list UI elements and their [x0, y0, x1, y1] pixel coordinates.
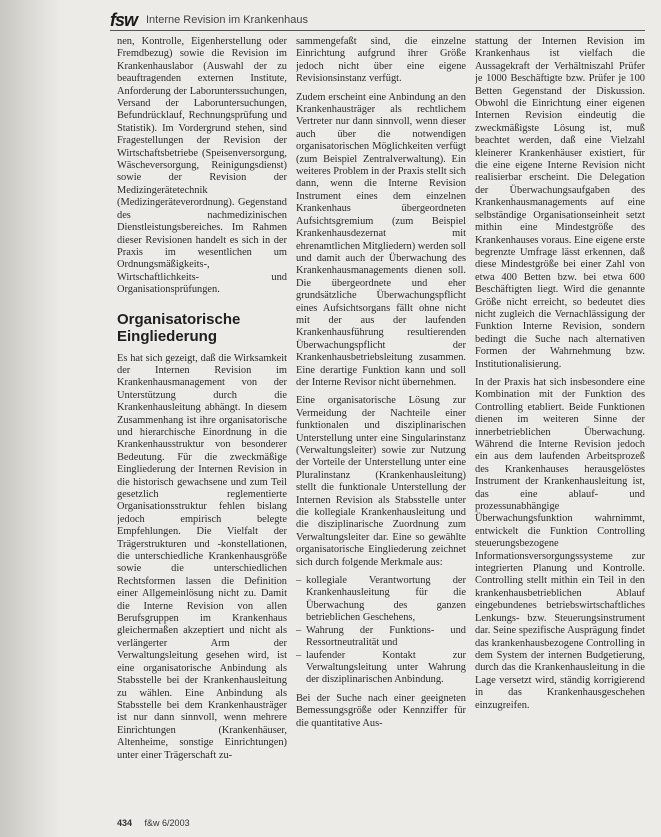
- paragraph: In der Praxis hat sich insbesondere eine Kombination mit der Funktion des Controlling etabliert. Beide Funktionen dienen im weiteren Sinne der innerbetrieblichen Überwachung. Während die Interne Revision jedoch ein aus dem laufenden Arbeitsprozeß des Krankenhauses herausgelöstes Instrument der Krankenhausleitung ist, das eine ablauf- und prozessunabhängige Überwachungsfunktion wahrnimmt, entwickelt die Funktion Controlling steuerungsbezogene Informationsversorgungssysteme zur integrierten Planung und Kontrolle. Controlling stellt mithin ein Teil in den krankenhausbetrieblichen Ablauf eingebundenes betriebswirtschaftliches Lenkungs- bzw. Steuerungsinstrument dar. Seine spezifische Ausprägung findet das krankenhausbezogene Controlling in dem System der internen Budgetierung, durch das die Krankenhausleitung in die Lage versetzt wird, ständig korrigierend in das Krankenhausgeschehen einzugreifen.: [475, 376, 645, 711]
- page-number: 434: [117, 818, 133, 828]
- list-item: – laufender Kontakt zur Verwaltungsleitung unter Wahrung der disziplinarischen Anbindung.: [306, 650, 466, 687]
- header-rule: [110, 30, 645, 31]
- paragraph: Zudem erscheint eine Anbindung an den Krankenhausträger als rechtlichem Vertreter nur dann sinnvoll, wenn dieser auch über die notwendigen organisatorischen Möglichkeiten verfügt (zum Beispiel Zentralverwaltung). Ein weiteres Problem in der Praxis stellt sich dann, wenn die Interne Revision Instrument eines dem einzelnen Krankenhaus übergeordneten Aufsichtsgremium (zum Beispiel Krankenhausdezernat mit ehrenamtlichen Mitgliedern) werden soll und damit auch der Überwachung des Krankenhausmanagements dienen soll. Die übergeordnete und eher grundsätzliche Überwachungspflicht eines Aufsichtsorgans fällt ohne nicht mit der aus der laufenden Krankenhausführung resultierenden Überwachungspflicht der Krankenhausbetriebsleitung zusammen. Eine derartige Funktion kann und soll der Interne Revisor nicht übernehmen.: [296, 91, 466, 388]
- paragraph: Bei der Suche nach einer geeigneten Bemessungsgröße oder Kennziffer für die quantitative Aus-: [296, 692, 466, 729]
- paragraph: Es hat sich gezeigt, daß die Wirksamkeit der Internen Revision im Krankenhausmanagement von der Unterstützung durch die Krankenhausleitung abhängt. In diesem Zusammenhang ist ihre organisatorische und hierarchische Einordnung in die Krankenhausstruktur von besonderer Bedeutung. Für die zweckmäßige Eingliederung der Internen Revision in die historisch gewachsene und zum Teil gesetzlich reglementierte Organisationsstruktur fehlen bislang jedoch empirisch belegte Empfehlungen. Die Vielfalt der Trägerstrukturen und -konstellationen, die unterschiedliche Krankenhausgröße sowie die unterschiedlichen Rechtsformen lassen die Definition einer Allgemeinlösung nicht zu. Damit die Interne Revision von allen Berufsgruppen im Krankenhaus gleichermaßen akzeptiert und nicht als verlängerter Arm der Verwaltungsleitung gesehen wird, ist eine organisatorische Anbindung als Stabsstelle bei der Krankenhausleitung zu wählen. Eine Anbindung als Stabsstelle bei dem Krankenhausträger ist nur dann sinnvoll, wenn mehrere Einrichtungen (Krankenhäuser, Altenheime, sonstige Einrichtungen) unter einer Trägerschaft zu-: [117, 352, 287, 761]
- text-column-3: [475, 36, 645, 736]
- journal-logo: fsw: [110, 10, 138, 30]
- binding-shadow: [0, 0, 60, 837]
- paragraph: nen, Kontrolle, Eigenherstellung oder Fremdbezug) sowie die Revision im Krankenhauslabor (Auswahl der zu beauftragenden externen Institute, Anforderung der Laborunterssuchungen, Versand der Laboruntersuchungen, Befundrücklauf, Rechnungsprüfung und Statistik). Im Vordergrund stehen, sind Fragestellungen der Revision der Wirtschaftsbetriebe (Speisenversorgung, Wäscheversorgung, Reinigungsdienst) sowie der Revision der Medizingerätetechnik (Medizingeräteverordnung). Gegenstand des nachmedizinischen Dienstleistungsbereiches. Im Rahmen dieser Revisionen handelt es sich in der Praxis im wesentlichen um Ordnungsmäßigkeits-, Wirtschaftlichkeits- und Organisationsprüfungen.: [117, 36, 287, 296]
- paragraph: sammengefaßt sind, die einzelne Einrichtung aufgrund ihrer Größe jedoch nicht über eine eigene Revisionsinstanz verfügt.: [296, 36, 466, 85]
- page-header: [110, 10, 650, 32]
- list-item: – Wahrung der Funktions- und Ressortneutralität und: [306, 625, 466, 650]
- paragraph: stattung der Internen Revision im Krankenhaus ist vielfach die Aussagekraft der Verhältniszahl Prüfer je 1000 Beschäftigte bzw. Prüfer je 100 Betten Gegenstand der Diskussion. Obwohl die Einrichtung einer eigenen Internen Revision eindeutig die zweckmäßigste Lösung ist, muß beachtet werden, daß eine Vielzahl kleinerer Krankenhäuser existiert, für die eine eigene Interne Revision nicht realisierbar erscheint. Die Delegation der Überwachungsaufgaben des Krankenhausmanagements auf eine selbständige Organisationseinheit setzt mithin eine Mindestgröße des Krankenhauses voraus. Eine eigene erste begrenzte Umfrage lässt erkennen, daß diese Mindestgröße bei einer Zahl von etwa 400 Betten bzw. bei etwa 600 Beschäftigten liegt. Wird die genannte Größe nicht erreicht, so bedeutet dies nicht zugleich die Vernachlässigung der Funktion Interne Revision, sondern bedingt die Suche nach alternativen Formen der Wahrnehmung bzw. Institutionalisierung.: [475, 36, 645, 370]
- text-column-1: [117, 36, 287, 806]
- page-footer: [117, 818, 190, 828]
- running-title: Interne Revision im Krankenhaus: [146, 14, 309, 26]
- text-column-2: [296, 36, 466, 836]
- feature-list: [296, 575, 466, 687]
- paragraph: Eine organisatorische Lösung zur Vermeidung der Nachteile einer funktionalen und disziplinarischen Unterstellung unter eine Singularinstanz (Verwaltungsleiter) sowie zur Nutzung der Vorteile der Unterstellung unter eine Pluralinstanz (Krankenhausleitung) stellt die funktionale Unterstellung der Internen Revision als Stabsstelle unter die kollegiale Krankenhausleitung und die disziplinarische Zuordnung zum Verwaltungsleiter dar. Eine so gewählte organisatorische Eingliederung zeichnet sich durch folgende Merkmale aus:: [296, 395, 466, 568]
- section-heading: Organisatorische Eingliederung: [117, 310, 241, 345]
- list-item: – kollegiale Verantwortung der Krankenhausleitung für die Überwachung des ganzen betrieblichen Geschehens,: [306, 575, 466, 625]
- journal-reference: f&w 6/2003: [144, 818, 190, 828]
